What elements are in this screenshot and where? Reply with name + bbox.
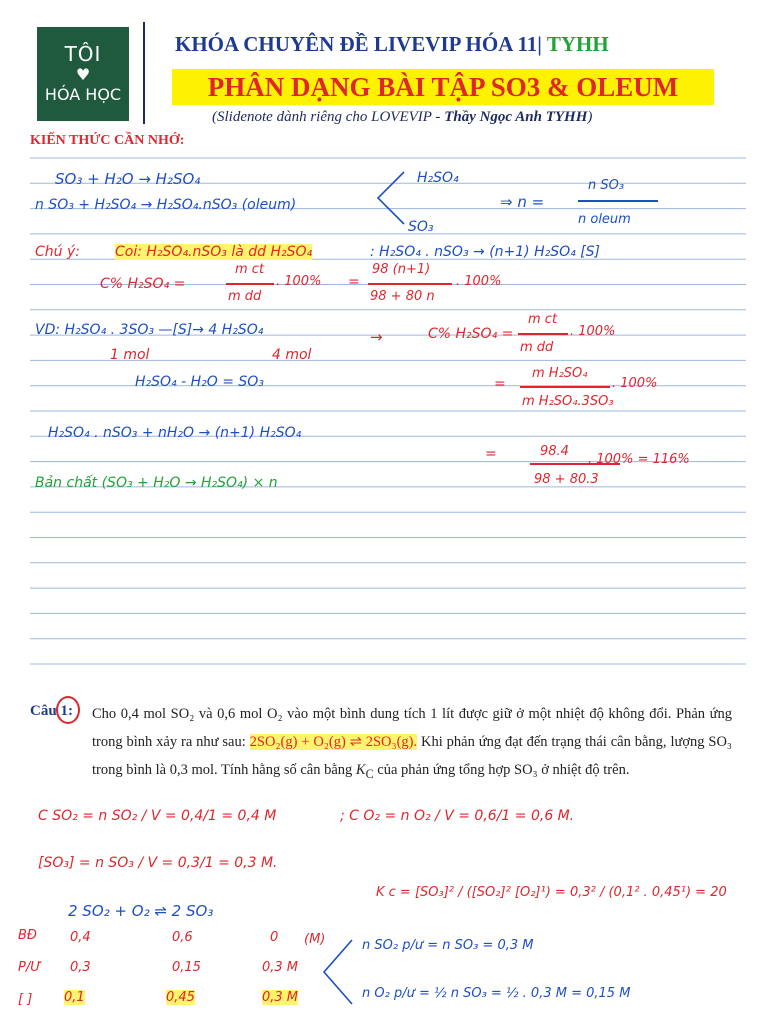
note-rxn1: SO₃ + H₂O → H₂SO₄: [55, 170, 201, 188]
note-c-percent: C% H₂SO₄ =: [100, 276, 186, 292]
eq-so3: 0,3 M: [262, 990, 299, 1005]
note-ban-chat: Bản chất (SO₃ + H₂O → H₂SO₄) × n: [35, 475, 278, 491]
subtitle-suffix: ): [587, 109, 593, 125]
note-c-frac-den: m dd: [228, 289, 262, 304]
note-coi: Coi: H₂SO₄.nSO₃ là dd H₂SO₄: [115, 244, 313, 260]
note-vd-frac-num: m ct: [528, 312, 558, 327]
question-text-part1: Cho 0,4 mol SO₂ và 0,6 mol O₂ vào một bình dung tích 1 lít được giữ ở một nhiệt độ không đổi. Phản ứng trong bình xảy ra như sau:: [92, 706, 732, 750]
note-c-times: . 100%: [276, 274, 322, 289]
sol-n-o2-pu: n O₂ p/ư = ½ n SO₃ = ½ . 0,3 M = 0,15 M: [362, 986, 631, 1001]
kc-symbol: K: [355, 762, 366, 778]
note-vd: VD: H₂SO₄ . 3SO₃ —[S]→ 4 H₂SO₄: [35, 322, 264, 338]
note-c-frac2-den: 98 + 80 n: [370, 289, 435, 304]
topic-title: PHÂN DẠNG BÀI TẬP SO3 & OLEUM: [172, 69, 714, 105]
section-label: KIẾN THỨC CẦN NHỚ:: [30, 133, 185, 148]
subtitle: [212, 109, 712, 126]
sol-c-so3: [SO₃] = n SO₃ / V = 0,3/1 = 0,3 M.: [38, 855, 278, 871]
note-vd-eq3: =: [485, 446, 497, 462]
row-label-pu: P/Ư: [18, 960, 42, 975]
solution-bracket: [318, 936, 358, 1010]
pu-o2: 0,15: [172, 960, 201, 975]
subtitle-author: Thầy Ngọc Anh TYHH: [444, 109, 588, 125]
note-vd-frac-den: m dd: [520, 340, 554, 355]
note-vd-times3: . 100% = 116%: [588, 452, 690, 467]
question-text-part3: của phản ứng tổng hợp SO₃ ở nhiệt độ trên.: [373, 762, 630, 778]
sol-kc: K c = [SO₃]² / ([SO₂]² [O₂]¹) = 0,3² / (0,1² . 0,45¹) = 20: [376, 885, 727, 900]
note-chu-y: Chú ý:: [35, 244, 80, 260]
note-c-eq2: =: [348, 274, 360, 290]
note-vd-mol1: 1 mol: [110, 347, 150, 363]
note-ratio-den: n oleum: [578, 212, 631, 227]
note-c-frac2-num: 98 (n+1): [372, 262, 431, 277]
note-branch-top: H₂SO₄: [417, 170, 459, 186]
sol-c-so2: C SO₂ = n SO₂ / V = 0,4/1 = 0,4 M: [38, 808, 277, 824]
branch-bracket: [372, 168, 412, 230]
subtitle-prefix: (Slidenote dành riêng cho LOVEVIP -: [212, 109, 445, 125]
row-label-eq: [ ]: [18, 992, 33, 1007]
note-ratio-n: ⇒ n =: [500, 193, 545, 211]
question-reaction: 2SO₂(g) + O₂(g) ⇌ 2SO₃(g).: [249, 734, 418, 750]
question-label-text: Câu: [30, 703, 57, 719]
bd-so2: 0,4: [70, 930, 91, 945]
bd-so3: 0: [270, 930, 279, 945]
eq-o2: 0,45: [166, 990, 195, 1005]
vd-fraction-bar: [518, 333, 568, 335]
kc-subscript: C: [365, 766, 374, 781]
bd-o2: 0,6: [172, 930, 193, 945]
note-branch-bottom: SO₃: [408, 219, 434, 235]
vd-fraction2-bar: [520, 386, 610, 388]
heart-icon: ♥: [75, 65, 91, 84]
note-vd-sub: H₂SO₄ - H₂O = SO₃: [135, 374, 264, 390]
logo-line2: HÓA HỌC: [44, 85, 122, 104]
note-vd-arrow: →: [370, 328, 383, 346]
note-vd-frac2-den: m H₂SO₄.3SO₃: [522, 394, 614, 409]
note-gen-rxn: H₂SO₄ . nSO₃ + nH₂O → (n+1) H₂SO₄: [48, 425, 302, 441]
pu-so2: 0,3: [70, 960, 91, 975]
question-text: [92, 700, 732, 788]
row-label-bd: BĐ: [18, 928, 37, 943]
note-coi-rhs: : H₂SO₄ . nSO₃ → (n+1) H₂SO₄ [S]: [370, 244, 601, 260]
note-vd-frac3-num: 98.4: [540, 444, 569, 459]
sol-eq-rxn: 2 SO₂ + O₂ ⇌ 2 SO₃: [68, 902, 214, 920]
note-ratio-num: n SO₃: [588, 178, 625, 193]
header-divider: [143, 22, 145, 124]
note-vd-c: C% H₂SO₄ =: [428, 326, 514, 342]
ratio-fraction-bar: [578, 200, 658, 202]
note-vd-eq2: =: [494, 376, 506, 392]
sol-n-so2-pu: n SO₂ p/ư = n SO₃ = 0,3 M: [362, 938, 534, 953]
course-title: [175, 32, 735, 57]
note-vd-mol2: 4 mol: [272, 347, 312, 363]
course-brand: TYHH: [546, 32, 609, 56]
note-rxn2: n SO₃ + H₂SO₄ → H₂SO₄.nSO₃ (oleum): [35, 197, 297, 213]
note-vd-times: . 100%: [570, 324, 616, 339]
note-c-frac-num: m ct: [235, 262, 265, 277]
c-fraction-bar: [226, 283, 274, 285]
c-fraction2-bar: [368, 283, 452, 285]
eq-so2: 0,1: [64, 990, 85, 1005]
sol-c-o2: ; C O₂ = n O₂ / V = 0,6/1 = 0,6 M.: [340, 808, 575, 824]
question-text-part2: Khi phản ứng đạt đến trạng thái cân bằng, lượng SO₃ trong bình là 0,3 mol. Tính hằng số cân bằng: [92, 734, 732, 778]
pu-so3: 0,3 M: [262, 960, 299, 975]
note-vd-frac3-den: 98 + 80.3: [534, 472, 599, 487]
logo-line1: TÔI: [64, 42, 102, 66]
logo: [37, 27, 129, 121]
note-c-times2: . 100%: [456, 274, 502, 289]
unit-label: (M): [304, 932, 326, 947]
question-number: 1:: [60, 703, 73, 719]
note-vd-times2: . 100%: [612, 376, 658, 391]
course-title-text: KHÓA CHUYÊN ĐỀ LIVEVIP HÓA 11|: [175, 32, 542, 56]
note-vd-frac2-num: m H₂SO₄: [532, 366, 588, 381]
question-number-circle: [56, 696, 80, 724]
